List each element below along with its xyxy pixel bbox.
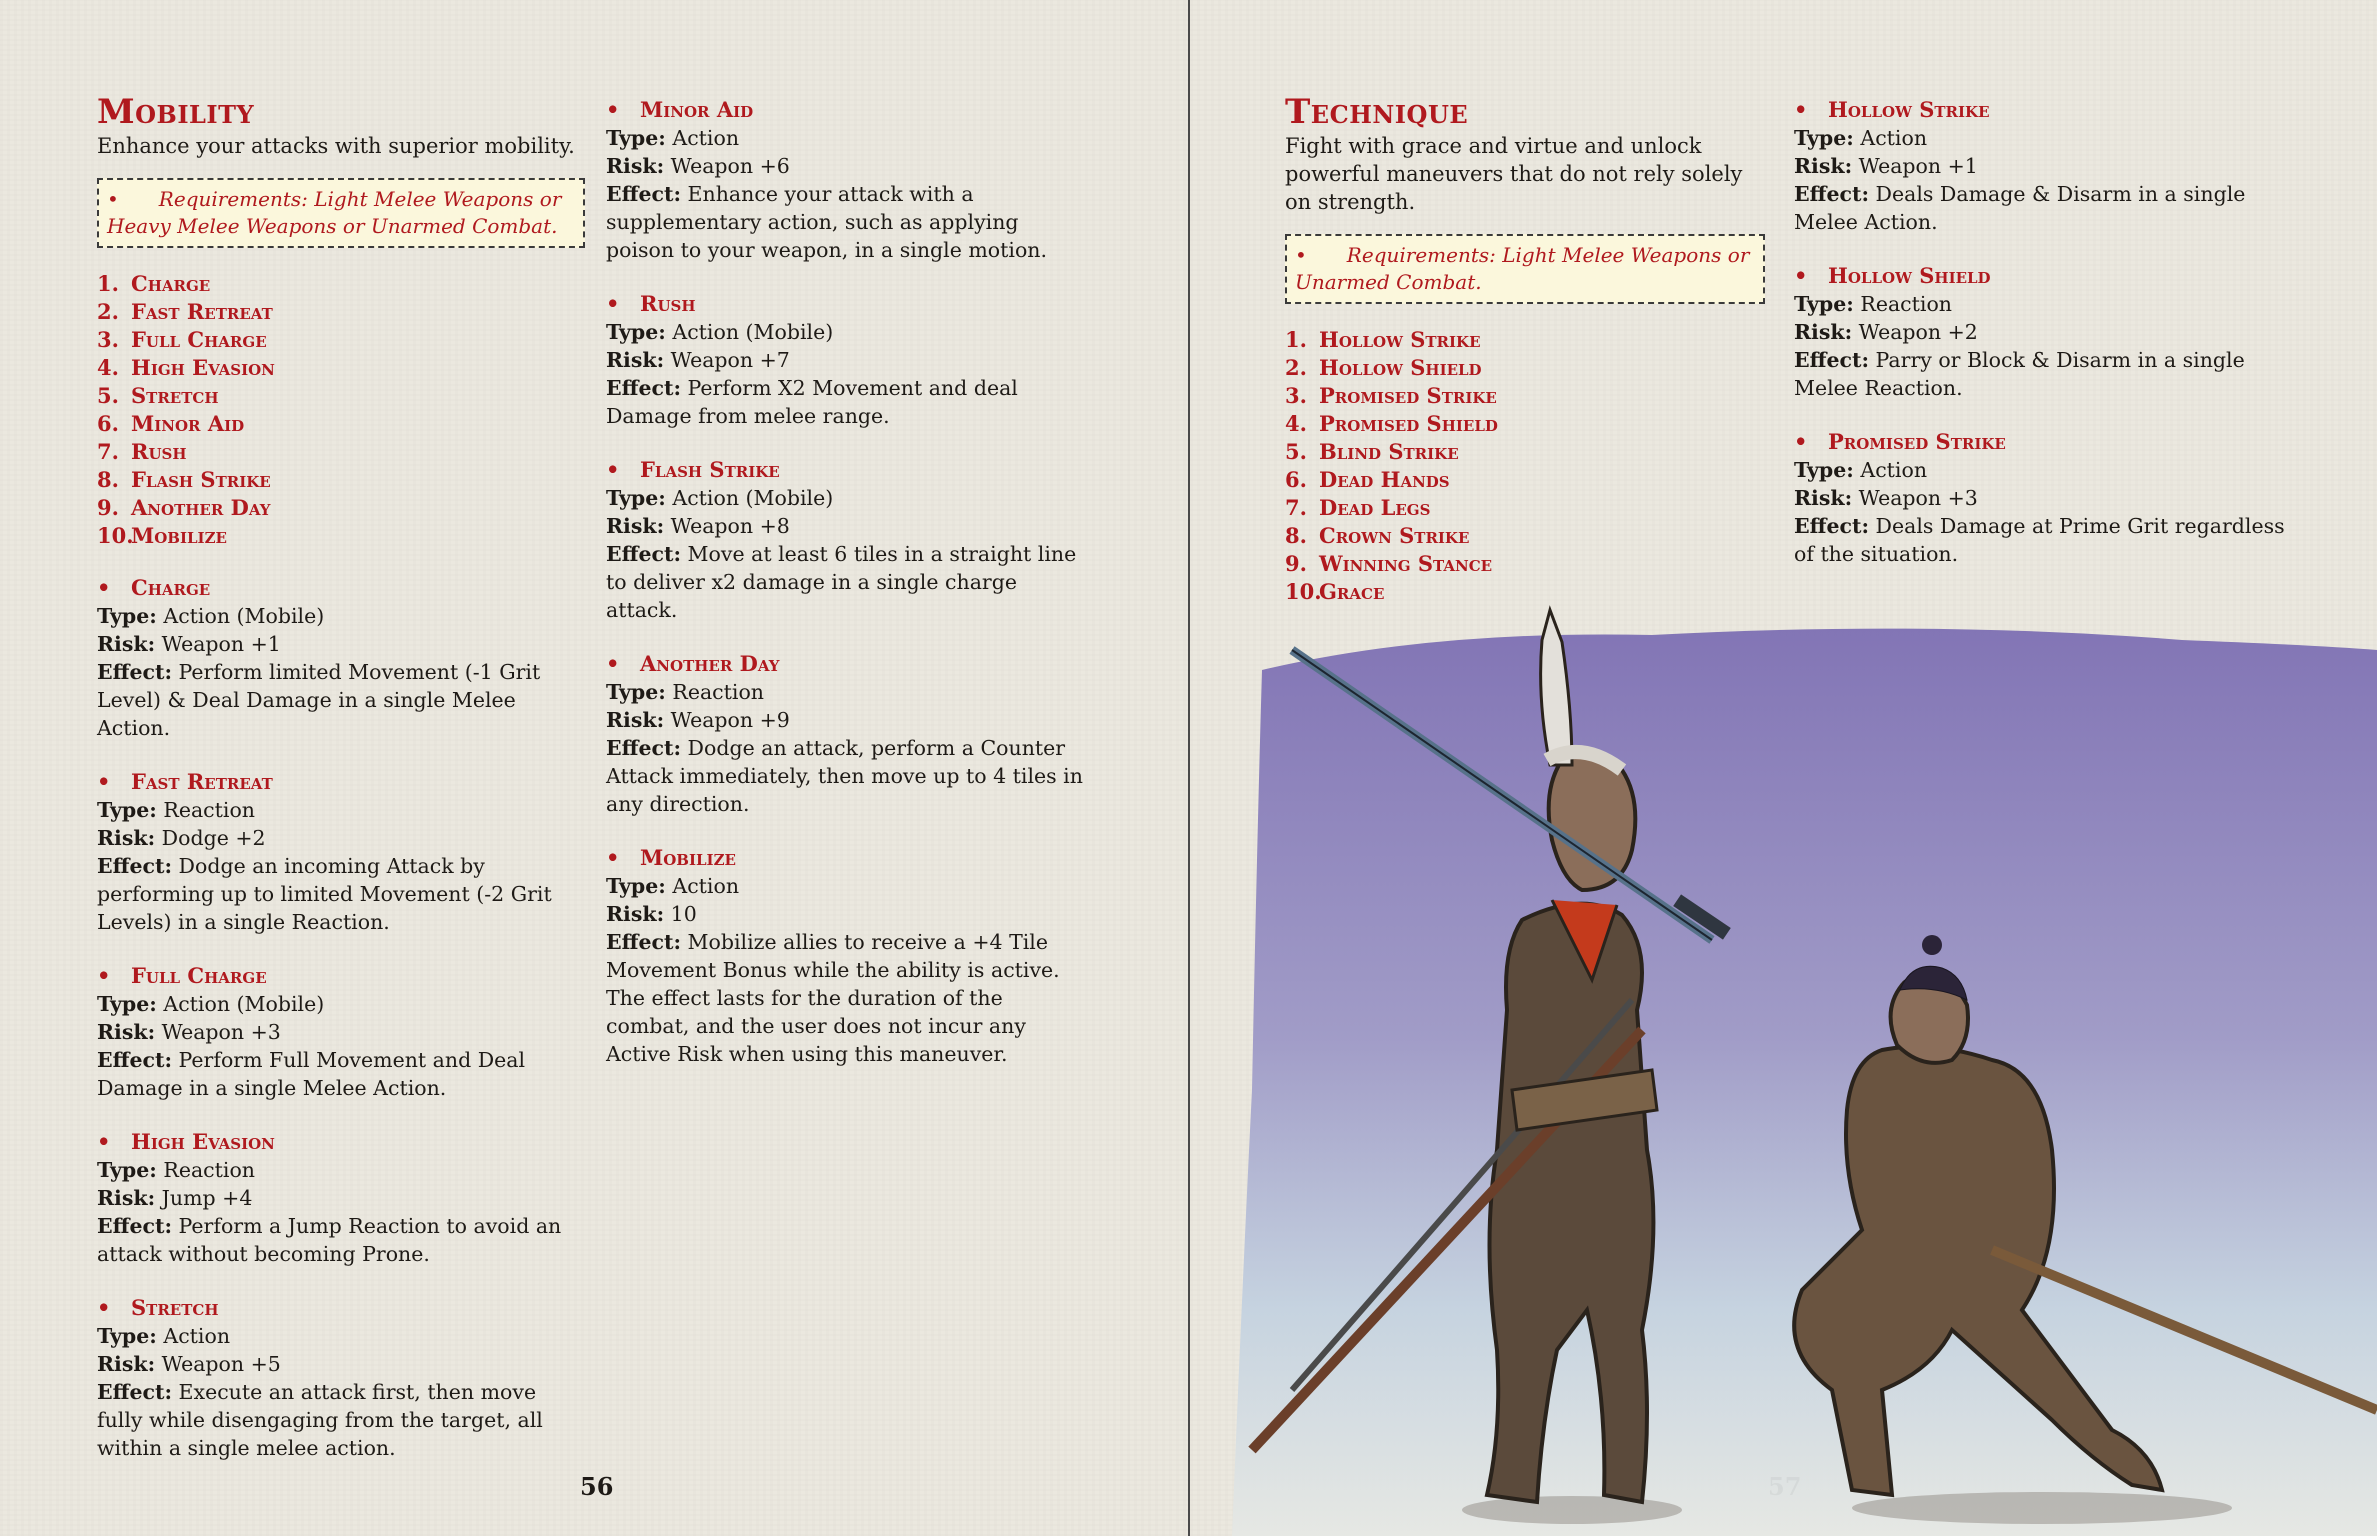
list-number: 4. — [1285, 411, 1307, 436]
ability-title — [606, 456, 1092, 484]
type-value: Action — [163, 1324, 231, 1348]
ability-entry — [606, 290, 1092, 430]
right-column-2 — [1794, 96, 2294, 594]
ability-type — [1794, 124, 2294, 152]
bullet-icon: • — [606, 651, 620, 676]
list-label: Promised Strike — [1319, 383, 1497, 408]
list-label: Flash Strike — [131, 467, 271, 492]
effect-value: Dodge an attack, perform a Counter Attack immediately, then move up to 4 tiles in any direction. — [606, 736, 1083, 816]
bullet-icon: • — [1794, 263, 1808, 288]
risk-value: Weapon +2 — [1858, 320, 1978, 344]
bullet-icon: • — [606, 457, 620, 482]
ability-effect — [1794, 180, 2294, 236]
right-column-1 — [1285, 92, 1765, 630]
ability-name: Hollow Shield — [1828, 263, 1991, 288]
section-intro: Enhance your attacks with superior mobility. — [97, 134, 575, 158]
ability-list-item — [1285, 382, 1765, 410]
list-number: 1. — [97, 271, 119, 296]
ability-entries — [97, 574, 585, 1462]
type-value: Reaction — [672, 680, 764, 704]
ability-title — [1794, 428, 2294, 456]
list-number: 6. — [1285, 467, 1307, 492]
ability-type — [97, 990, 585, 1018]
ability-risk — [606, 706, 1092, 734]
ability-name: Minor Aid — [640, 97, 754, 122]
ability-list — [1285, 326, 1765, 606]
left-column-1 — [97, 92, 585, 1488]
risk-label: Risk: — [606, 708, 665, 732]
ability-list — [97, 270, 585, 550]
ability-entry — [97, 962, 585, 1102]
ability-title — [606, 650, 1092, 678]
effect-value: Perform limited Movement (-1 Grit Level) & Deal Damage in a single Melee Action. — [97, 660, 541, 740]
ability-effect — [97, 1378, 585, 1462]
effect-value: Parry or Block & Disarm in a single Melee Reaction. — [1794, 348, 2245, 400]
ability-list-item — [1285, 466, 1765, 494]
type-value: Reaction — [163, 798, 255, 822]
ability-name: Charge — [131, 575, 211, 600]
bullet-icon: • — [97, 1295, 111, 1320]
ability-effect — [606, 374, 1092, 430]
effect-label: Effect: — [606, 542, 682, 566]
effect-label: Effect: — [1794, 182, 1870, 206]
ability-title — [97, 574, 585, 602]
ability-entry — [1794, 96, 2294, 236]
type-value: Action — [1860, 458, 1928, 482]
type-value: Action (Mobile) — [163, 992, 325, 1016]
risk-value: Jump +4 — [161, 1186, 253, 1210]
ability-name: Another Day — [640, 651, 780, 676]
risk-label: Risk: — [606, 514, 665, 538]
list-number: 8. — [97, 467, 119, 492]
type-label: Type: — [97, 992, 157, 1016]
ability-title — [97, 768, 585, 796]
list-number: 9. — [1285, 551, 1307, 576]
ability-risk — [97, 1018, 585, 1046]
list-number: 5. — [1285, 439, 1307, 464]
list-number: 10. — [1285, 579, 1322, 604]
section-title: Technique — [1285, 92, 1469, 132]
type-label: Type: — [606, 320, 666, 344]
list-label: Full Charge — [131, 327, 267, 352]
ability-title — [606, 844, 1092, 872]
ability-name: Flash Strike — [640, 457, 780, 482]
ability-risk — [97, 824, 585, 852]
bullet-icon: • — [606, 845, 620, 870]
ability-effect — [97, 1212, 585, 1268]
effect-value: Perform X2 Movement and deal Damage from melee range. — [606, 376, 1018, 428]
list-number: 6. — [97, 411, 119, 436]
ability-list-item — [1285, 550, 1765, 578]
bullet-icon: • — [97, 769, 111, 794]
risk-value: Weapon +1 — [161, 632, 281, 656]
risk-label: Risk: — [1794, 486, 1853, 510]
list-label: High Evasion — [131, 355, 275, 380]
ability-type — [97, 796, 585, 824]
ability-risk — [1794, 152, 2294, 180]
risk-label: Risk: — [1794, 320, 1853, 344]
bullet-icon: • — [97, 963, 111, 988]
list-label: Blind Strike — [1319, 439, 1459, 464]
list-label: Minor Aid — [131, 411, 245, 436]
list-label: Rush — [131, 439, 187, 464]
ability-effect — [97, 852, 585, 936]
risk-value: Weapon +6 — [670, 154, 790, 178]
ability-type — [1794, 290, 2294, 318]
samurai-illustration — [1232, 590, 2377, 1536]
list-label: Another Day — [131, 495, 271, 520]
ability-name: Mobilize — [640, 845, 736, 870]
ability-list-item — [1285, 410, 1765, 438]
ability-list-item — [97, 354, 585, 382]
effect-label: Effect: — [1794, 514, 1870, 538]
type-label: Type: — [97, 1324, 157, 1348]
type-value: Action — [1860, 126, 1928, 150]
ability-risk — [606, 152, 1092, 180]
type-label: Type: — [606, 126, 666, 150]
ability-entry — [97, 574, 585, 742]
ability-name: Stretch — [131, 1295, 219, 1320]
ability-entries — [1794, 96, 2294, 568]
effect-label: Effect: — [97, 660, 173, 684]
bullet-icon: • — [606, 291, 620, 316]
list-label: Mobilize — [131, 523, 227, 548]
ability-effect — [97, 1046, 585, 1102]
requirements-text: Requirements: Light Melee Weapons or Heavy Melee Weapons or Unarmed Combat. — [107, 187, 562, 238]
risk-label: Risk: — [606, 902, 665, 926]
type-label: Type: — [1794, 292, 1854, 316]
ability-list-item — [1285, 326, 1765, 354]
ability-title — [97, 1294, 585, 1322]
requirements-box — [1285, 234, 1765, 304]
ability-entries — [606, 96, 1092, 1068]
ability-list-item — [97, 410, 585, 438]
list-number: 3. — [97, 327, 119, 352]
risk-value: Weapon +3 — [1858, 486, 1978, 510]
section-title: Mobility — [97, 92, 255, 132]
ability-entry — [606, 456, 1092, 624]
type-value: Reaction — [163, 1158, 255, 1182]
ability-list-item — [1285, 522, 1765, 550]
ability-entry — [1794, 428, 2294, 568]
ability-type — [606, 484, 1092, 512]
ability-list-item — [1285, 494, 1765, 522]
list-number: 10. — [97, 523, 134, 548]
risk-value: Weapon +8 — [670, 514, 790, 538]
ability-risk — [606, 346, 1092, 374]
ability-entry — [97, 768, 585, 936]
type-label: Type: — [97, 798, 157, 822]
list-label: Grace — [1319, 579, 1385, 604]
bullet-icon: • — [1794, 97, 1808, 122]
type-value: Action (Mobile) — [672, 486, 834, 510]
ability-list-item — [97, 466, 585, 494]
type-label: Type: — [606, 874, 666, 898]
effect-value: Enhance your attack with a supplementary action, such as applying poison to your weapon, in a single motion. — [606, 182, 1048, 262]
effect-label: Effect: — [97, 1214, 173, 1238]
effect-value: Dodge an incoming Attack by performing up to limited Movement (-2 Grit Levels) in a single Reaction. — [97, 854, 552, 934]
ability-risk — [606, 900, 1092, 928]
bullet-icon: • — [107, 187, 119, 211]
list-number: 4. — [97, 355, 119, 380]
type-label: Type: — [606, 680, 666, 704]
list-label: Promised Shield — [1319, 411, 1498, 436]
requirements-box — [97, 178, 585, 248]
effect-label: Effect: — [97, 854, 173, 878]
requirements-text: Requirements: Light Melee Weapons or Unarmed Combat. — [1295, 243, 1750, 294]
ability-risk — [606, 512, 1092, 540]
type-label: Type: — [606, 486, 666, 510]
ability-effect — [1794, 512, 2294, 568]
ability-entry — [97, 1128, 585, 1268]
list-number: 3. — [1285, 383, 1307, 408]
ability-list-item — [97, 326, 585, 354]
ability-list-item — [97, 522, 585, 550]
risk-label: Risk: — [1794, 154, 1853, 178]
ability-name: Fast Retreat — [131, 769, 273, 794]
ability-title — [1794, 96, 2294, 124]
list-number: 1. — [1285, 327, 1307, 352]
ability-name: High Evasion — [131, 1129, 275, 1154]
effect-value: Deals Damage at Prime Grit regardless of the situation. — [1794, 514, 2285, 566]
ability-list-item — [97, 382, 585, 410]
effect-label: Effect: — [606, 182, 682, 206]
list-number: 7. — [1285, 495, 1307, 520]
risk-label: Risk: — [97, 1352, 156, 1376]
effect-value: Mobilize allies to receive a +4 Tile Movement Bonus while the ability is active. The effect lasts for the duration of the combat, and the user does not incur any Active Risk when using this maneuver. — [606, 930, 1060, 1066]
ability-effect — [606, 540, 1092, 624]
ability-list-item — [1285, 438, 1765, 466]
ability-entry — [606, 96, 1092, 264]
effect-value: Deals Damage & Disarm in a single Melee Action. — [1794, 182, 2246, 234]
ability-risk — [1794, 318, 2294, 346]
ability-type — [606, 124, 1092, 152]
risk-value: 10 — [670, 902, 697, 926]
risk-label: Risk: — [97, 632, 156, 656]
risk-label: Risk: — [97, 826, 156, 850]
list-label: Hollow Strike — [1319, 327, 1481, 352]
risk-value: Weapon +7 — [670, 348, 790, 372]
ability-type — [1794, 456, 2294, 484]
ability-list-item — [97, 298, 585, 326]
ability-name: Full Charge — [131, 963, 267, 988]
ability-risk — [1794, 484, 2294, 512]
risk-value: Weapon +9 — [670, 708, 790, 732]
list-number: 2. — [1285, 355, 1307, 380]
risk-value: Weapon +3 — [161, 1020, 281, 1044]
ability-type — [97, 1322, 585, 1350]
ability-title — [606, 290, 1092, 318]
ability-effect — [97, 658, 585, 742]
risk-label: Risk: — [97, 1186, 156, 1210]
effect-value: Move at least 6 tiles in a straight line to deliver x2 damage in a single charge attack. — [606, 542, 1077, 622]
ability-title — [97, 1128, 585, 1156]
ability-name: Promised Strike — [1828, 429, 2006, 454]
ability-name: Hollow Strike — [1828, 97, 1990, 122]
ability-entry — [606, 844, 1092, 1068]
list-label: Hollow Shield — [1319, 355, 1482, 380]
ability-type — [97, 1156, 585, 1184]
list-number: 5. — [97, 383, 119, 408]
bullet-icon: • — [606, 97, 620, 122]
risk-value: Weapon +1 — [1858, 154, 1978, 178]
list-number: 7. — [97, 439, 119, 464]
list-number: 9. — [97, 495, 119, 520]
type-value: Reaction — [1860, 292, 1952, 316]
bullet-icon: • — [1794, 429, 1808, 454]
effect-label: Effect: — [606, 376, 682, 400]
ability-title — [97, 962, 585, 990]
risk-label: Risk: — [97, 1020, 156, 1044]
effect-value: Execute an attack first, then move fully while disengaging from the target, all within a single melee action. — [97, 1380, 543, 1460]
effect-label: Effect: — [1794, 348, 1870, 372]
list-label: Dead Hands — [1319, 467, 1450, 492]
left-column-2 — [606, 96, 1092, 1094]
risk-label: Risk: — [606, 348, 665, 372]
list-label: Fast Retreat — [131, 299, 273, 324]
list-label: Charge — [131, 271, 211, 296]
ability-effect — [606, 928, 1092, 1068]
ability-effect — [606, 734, 1092, 818]
ability-entry — [97, 1294, 585, 1462]
ability-risk — [97, 1350, 585, 1378]
type-value: Action — [672, 126, 740, 150]
effect-value: Perform a Jump Reaction to avoid an attack without becoming Prone. — [97, 1214, 562, 1266]
ability-effect — [606, 180, 1092, 264]
page-number: 56 — [580, 1472, 614, 1501]
type-label: Type: — [97, 1158, 157, 1182]
ability-effect — [1794, 346, 2294, 402]
type-value: Action (Mobile) — [163, 604, 325, 628]
risk-label: Risk: — [606, 154, 665, 178]
risk-value: Dodge +2 — [161, 826, 266, 850]
effect-label: Effect: — [606, 736, 682, 760]
list-label: Dead Legs — [1319, 495, 1431, 520]
ability-type — [97, 602, 585, 630]
section-intro: Fight with grace and virtue and unlock powerful maneuvers that do not rely solely on strength. — [1285, 134, 1743, 214]
type-value: Action (Mobile) — [672, 320, 834, 344]
bullet-icon: • — [1295, 243, 1307, 267]
type-label: Type: — [1794, 458, 1854, 482]
ability-type — [606, 678, 1092, 706]
ability-title — [606, 96, 1092, 124]
ability-list-item — [1285, 354, 1765, 382]
effect-label: Effect: — [97, 1048, 173, 1072]
list-label: Winning Stance — [1319, 551, 1493, 576]
ability-risk — [97, 630, 585, 658]
bullet-icon: • — [97, 1129, 111, 1154]
ability-type — [606, 318, 1092, 346]
type-label: Type: — [1794, 126, 1854, 150]
ability-entry — [1794, 262, 2294, 402]
list-number: 8. — [1285, 523, 1307, 548]
effect-value: Perform Full Movement and Deal Damage in a single Melee Action. — [97, 1048, 526, 1100]
ability-type — [606, 872, 1092, 900]
list-number: 2. — [97, 299, 119, 324]
type-label: Type: — [97, 604, 157, 628]
type-value: Action — [672, 874, 740, 898]
ability-list-item — [97, 438, 585, 466]
effect-label: Effect: — [606, 930, 682, 954]
ability-entry — [606, 650, 1092, 818]
effect-label: Effect: — [97, 1380, 173, 1404]
list-label: Stretch — [131, 383, 219, 408]
ability-list-item — [97, 494, 585, 522]
ability-title — [1794, 262, 2294, 290]
ability-risk — [97, 1184, 585, 1212]
bullet-icon: • — [97, 575, 111, 600]
ability-list-item — [97, 270, 585, 298]
ability-name: Rush — [640, 291, 696, 316]
risk-value: Weapon +5 — [161, 1352, 281, 1376]
list-label: Crown Strike — [1319, 523, 1470, 548]
